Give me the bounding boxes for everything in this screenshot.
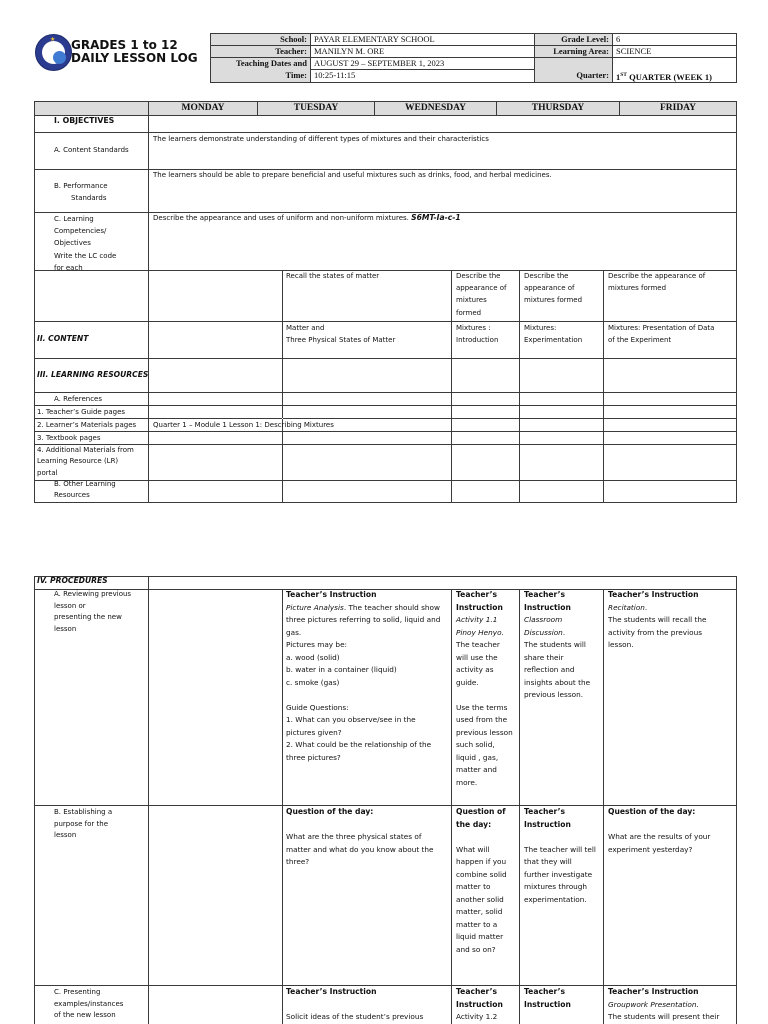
textbook-label: 3. Textbook pages [37,434,101,442]
school-label: School: [280,34,307,44]
procedures-label: IV. PROCEDURES [37,576,108,585]
objectives-label: I. OBJECTIVES [54,116,115,125]
objective-friday: Describe the appearance of mixtures formed [608,272,706,293]
other-resources-label: B. Other Learning Resources [54,480,116,499]
time-value: 10:25-11:15 [314,70,356,80]
procedure-a-label: A. Reviewing previous lesson or presenting the new lesson [54,590,132,633]
content-standards-label: A. Content Standards [54,146,129,154]
objective-tuesday: Recall the states of matter [286,272,380,280]
grade-label: Grade Level: [561,34,609,44]
content-standards-text: The learners demonstrate understanding of different types of mixtures and their characteristics [153,135,489,143]
procedure-a-wednesday: Teacher’s Instruction Activity 1.1 Pinoy Henyo. The teacher will use the activity as guide. Use the terms used from the previous lesson such solid, liquid , gas, matter and more. [456,590,513,787]
procedure-b-friday: Question of the day: What are the results of your experiment yesterday? [608,807,711,854]
procedure-b-tuesday: Question of the day: What are the three physical states of matter and what do you know about the three? [286,807,434,866]
competencies-text: Describe the appearance and uses of uniform and non-uniform mixtures. S6MT-Ia-c-1 [153,213,461,222]
dates-value: AUGUST 29 – SEPTEMBER 1, 2023 [314,58,445,68]
quarter-label: Quarter: [576,70,609,80]
objective-thursday: Describe the appearance of mixtures formed [524,272,583,305]
procedure-b-label: B. Establishing a purpose for the lesson [54,808,113,839]
log-title-line1: GRADES 1 to 12 [71,38,178,52]
content-wednesday: Mixtures : Introduction [456,324,499,345]
objective-wednesday: Describe the appearance of mixtures formed [456,272,507,317]
learners-materials-value: Quarter 1 – Module 1 Lesson 1: Describing Mixtures [153,421,334,429]
teachers-guide-label: 1. Teacher’s Guide pages [37,408,126,416]
grade-value: 6 [616,34,621,44]
day-header-tuesday: TUESDAY [293,103,339,113]
content-label: II. CONTENT [37,334,89,343]
procedure-a-friday: Teacher’s Instruction Recitation. The students will recall the activity from the previous lesson. [608,590,707,649]
procedure-a-tuesday: Teacher’s Instruction Picture Analysis. The teacher should show three pictures referring to solid, liquid and gas. Pictures may be: a. wood (solid) b. water in a container (liquid) c. smoke (gas) Guide Questions: 1. What can you observe/see in the pictures given? 2. What could be the relationship of the three pictures? [286,590,441,762]
learners-materials-label: 2. Learner’s Materials pages [37,421,137,429]
deped-seal-logo [35,34,72,71]
references-label: A. References [54,395,103,403]
quarter-value: 1ST QUARTER (WEEK 1) [616,71,712,82]
procedure-b-wednesday: Question of the day: What will happen if you combine solid matter to another solid matter, solid matter to a liquid matter and so on? [456,807,507,954]
performance-label-b: Standards [71,194,107,202]
dates-label: Teaching Dates and [235,58,307,68]
log-title-line2: DAILY LESSON LOG [71,51,198,65]
competencies-label: C. Learning Competencies/ Objectives Write the LC code for each [54,215,117,272]
performance-label-a: B. Performance [54,182,108,190]
procedure-c-tuesday: Teacher’s Instruction Solicit ideas of the student’s previous [286,987,424,1021]
procedure-c-thursday: Teacher’s Instruction [524,987,571,1009]
procedure-c-wednesday: Teacher’s Instruction Activity 1.2 [456,987,503,1021]
content-thursday: Mixtures: Experimentation [524,324,583,345]
procedure-b-thursday: Teacher’s Instruction The teacher will tell that they will further investigate mixtures through experimentation. [524,807,596,904]
procedure-a-thursday: Teacher’s Instruction Classroom Discussion. The students will share their reflection and insights about the previous lesson. [524,590,591,699]
day-header-thursday: THURSDAY [531,103,585,113]
area-value: SCIENCE [616,46,652,56]
teacher-label: Teacher: [275,46,307,56]
school-value: PAYAR ELEMENTARY SCHOOL [314,34,435,44]
time-label: Time: [285,70,307,80]
lr-portal-label: 4. Additional Materials from Learning Resource (LR) portal [37,446,134,477]
resources-label: III. LEARNING RESOURCES [37,370,149,379]
star-icon: ★ [50,36,56,43]
procedure-c-friday: Teacher’s Instruction Groupwork Presentation. The students will present their [608,987,720,1021]
performance-text: The learners should be able to prepare beneficial and useful mixtures such as drinks, food, and herbal medicines. [153,171,552,179]
day-header-monday: MONDAY [181,103,225,113]
area-label: Learning Area: [553,46,609,56]
day-header-friday: FRIDAY [659,103,697,113]
procedure-c-label: C. Presenting examples/instances of the new lesson [54,988,124,1019]
content-tuesday: Matter and Three Physical States of Matter [286,324,396,345]
teacher-value: MANILYN M. ORE [314,46,385,56]
content-friday: Mixtures: Presentation of Data of the Experiment [608,324,715,345]
day-header-wednesday: WEDNESDAY [405,103,466,113]
